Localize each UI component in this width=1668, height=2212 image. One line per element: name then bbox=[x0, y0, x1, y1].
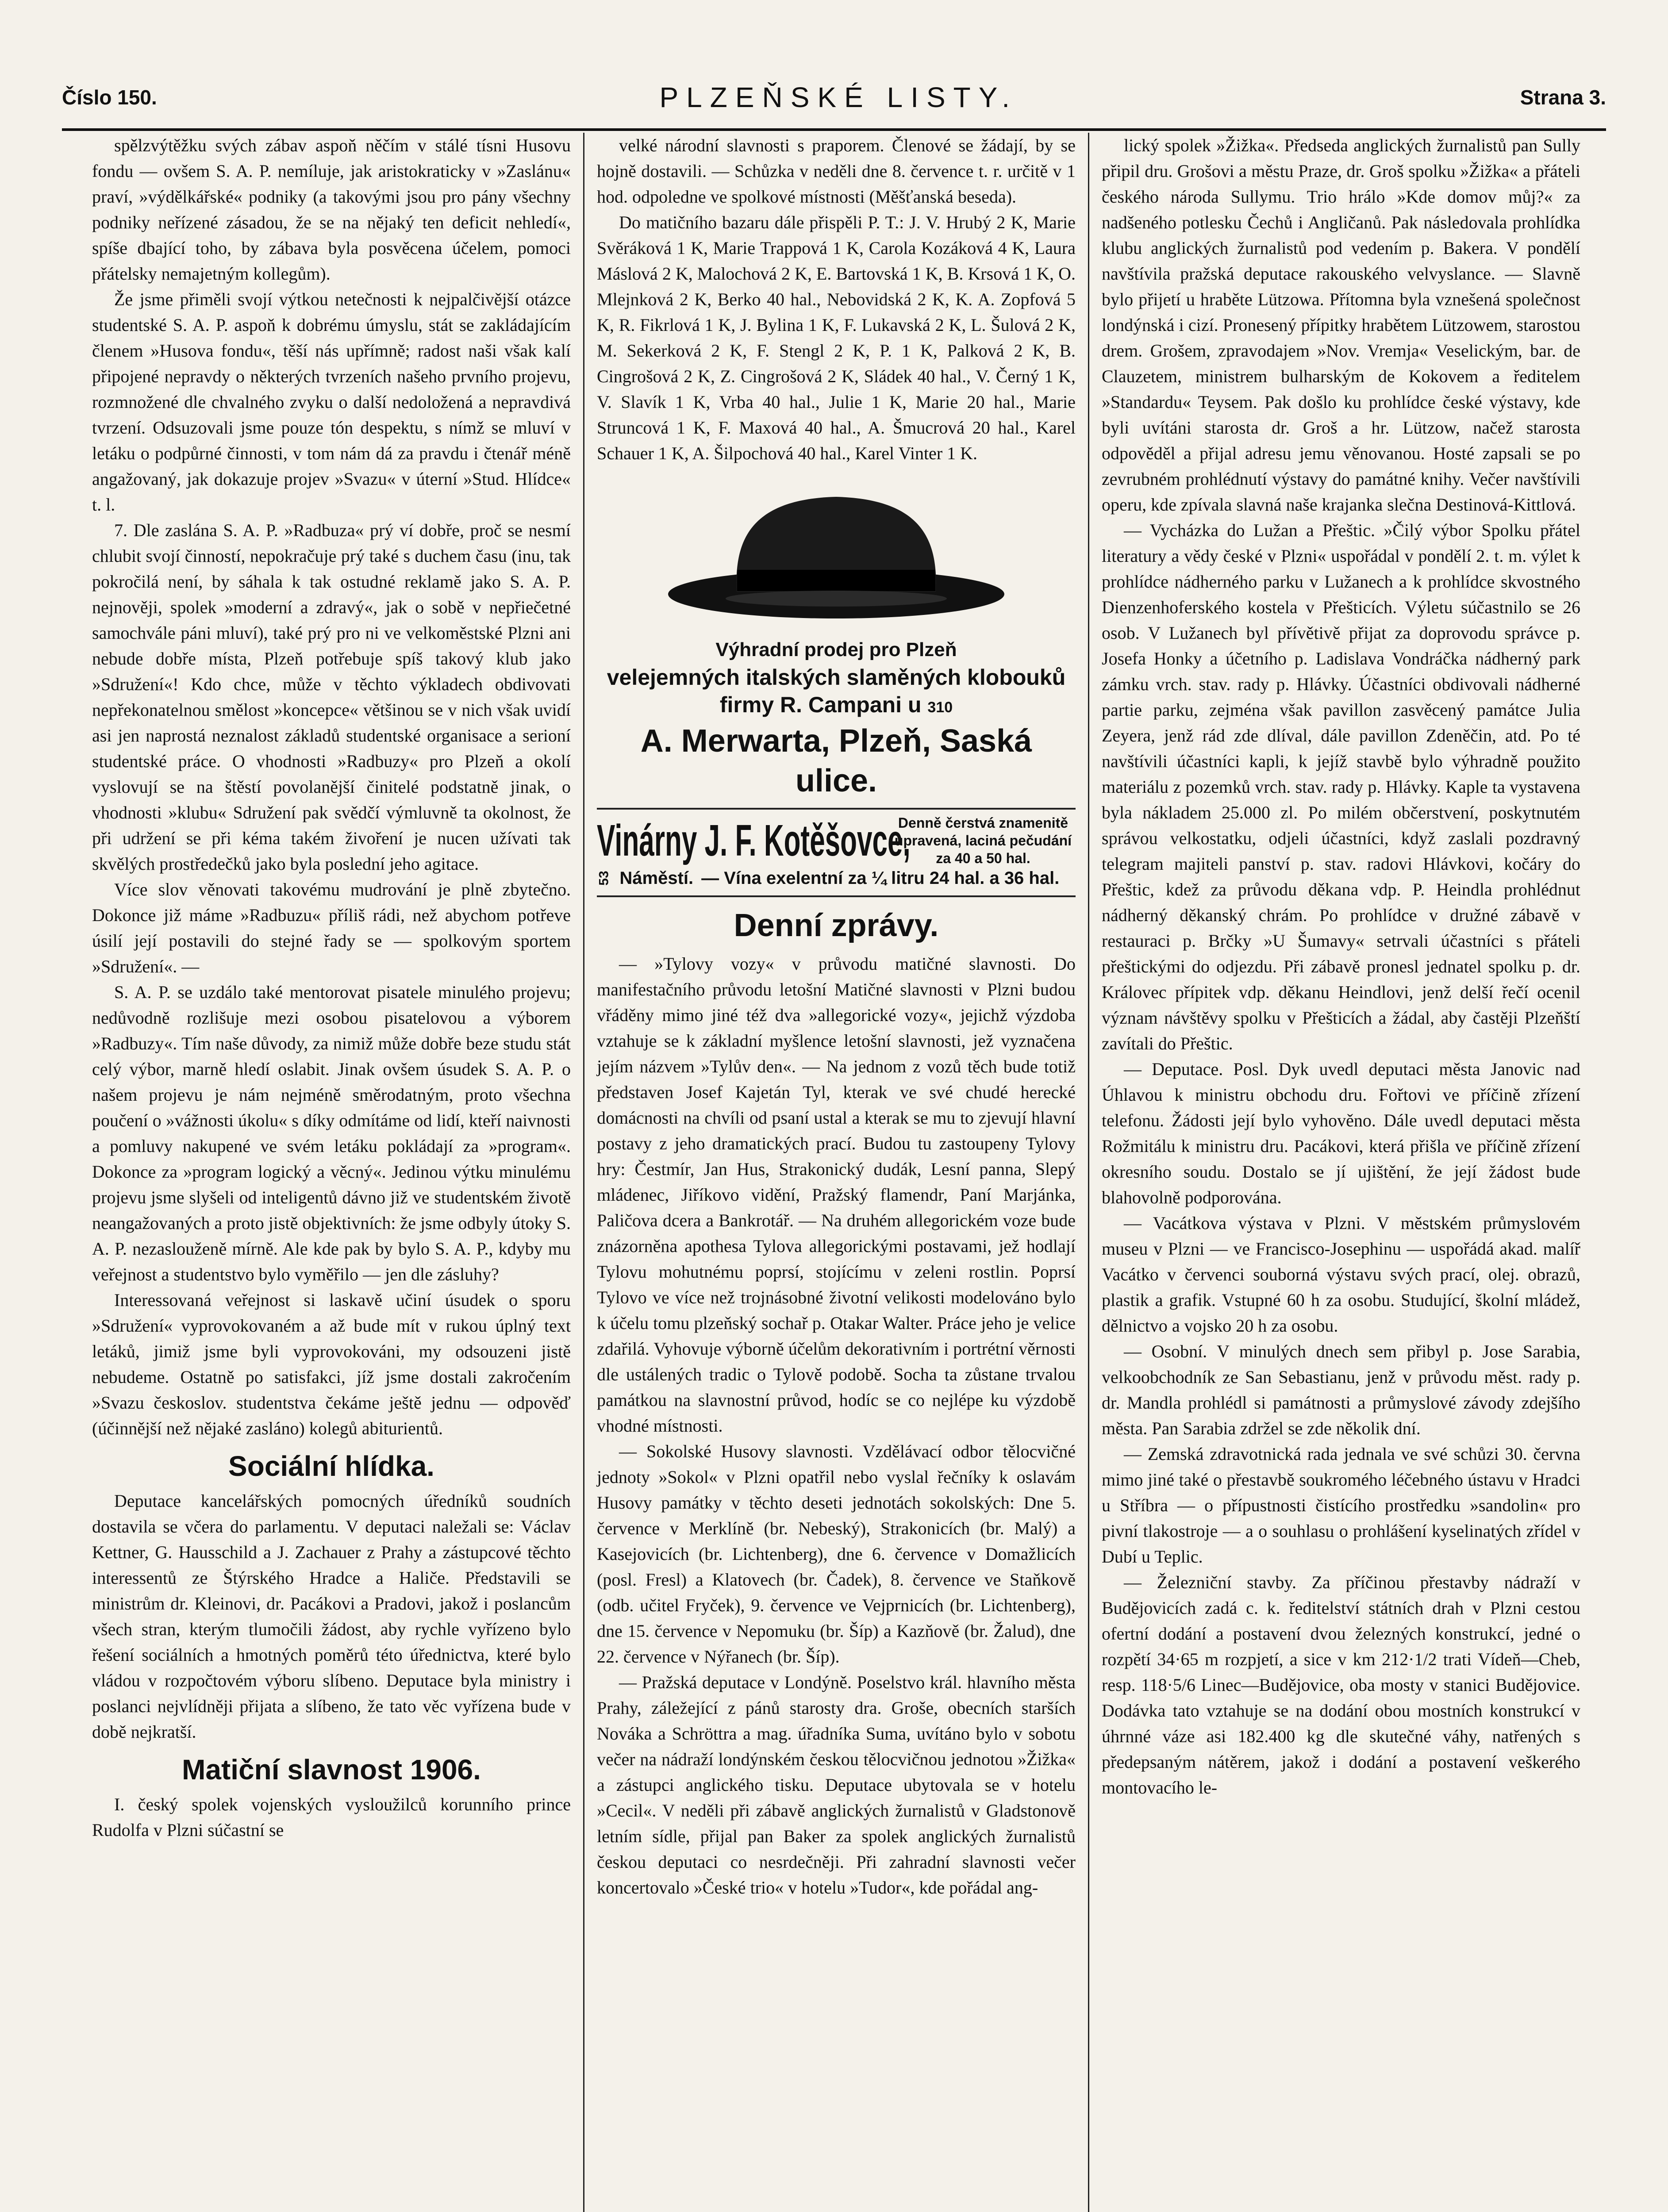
paragraph: lický spolek »Žižka«. Předseda anglických žurnalistů pan Sully připil dru. Grošovi a městu Praze, dr. Groš spolku »Žižka« a přáteli českého národa Sullymu. Trio hrálo »Kde domov můj?« za nadšeného potlesku Čechů i Angličanů. Pak následovala prohlídka klubu anglických žurnalistů pod vedením p. Bakera. V pondělí navštívila pražská deputace rakouského velvyslance. — Slavně bylo přijetí u hraběte Lützowa. Přítomna byla vznešená společnost londýnská i cizí. Pronesený přípitky hrabětem Lützowem, starostou drem. Grošem, zpravodajem »Nov. Vremja« Veselickým, bar. de Clauzetem, ministrem bulharským de Kokovem a ředitelem »Standardu« Teysem. Pak došlo ku prohlídce české výstavy, kde byli uvítáni starosta dr. Groš a hr. Lützow, načež starosta odpověděl a přijal adresu jemu věnovanou. Hosté zapsali se po zevrubném prohlédnutí výstavy do památné knihy. Večer navštívili operu, kde zpívala slavná naše krajanka slečna Destinová-Kittlová. bbox=[1102, 135, 1580, 515]
paragraph: — Deputace. Posl. Dyk uvedl deputaci města Janovic nad Úhlavou k ministru obchodu dru. Fořtovi ve příčině zřízení telefonu. Žádosti její bylo vyhověno. Dále uvedl deputaci města Rožmitálu k ministru dru. Pacákovi, která přišla ve příčině zřízení okresního soudu. Dostalo se jí ujištění, že její žádost bude blahovolně podporována. bbox=[1102, 1059, 1580, 1207]
masthead-title: PLZEŇSKÉ LISTY. bbox=[659, 81, 1018, 113]
ad-line: firmy R. Campani u bbox=[719, 692, 922, 717]
paragraph: Do matičního bazaru dále přispěli P. T.: J. V. Hrubý 2 K, Marie Svěráková 1 K, Marie Trappová 1 K, Carola Kozáková 4 K, Laura Máslová 2 K, Malochová 2 K, E. Bartovská 1 K, B. Krsová 1 K, O. Mlejnková 2 K, Berko 40 hal., Nebovidská 2 K, K. A. Zopfová 5 K, R. Fikrlová 1 K, J. Bylina 1 K, F. Lukavská 2 K, L. Šulová 2 K, M. Sekerková 2 K, F. Stengl 2 K, P. 1 K, Palková 2 K, B. Cingrošová 2 K, Z. Cingrošová 2 K, Sládek 40 hal., V. Černý 1 K, V. Slavík 1 K, Vrba 40 hal., Julie 1 K, Marie 20 hal., Marie Struncová 1 K, F. Maxová 40 hal., A. Šmucrová 20 hal., Karel Schauer 1 K, A. Šilpochová 40 hal., Karel Vinter 1 K. bbox=[597, 212, 1076, 463]
winery-note: Denně čerstvá znamenitě upravená, laciná pečudání za 40 a 50 hal. bbox=[894, 815, 1072, 866]
page-number: Strana 3. bbox=[1520, 86, 1606, 109]
paragraph: — Pražská deputace v Londýně. Poselstvo král. hlavního města Prahy, záležející z pánů starosty dra. Groše, obecních starších Nováka a Schröttra a mag. úřadníka Suma, uvítáno bylo v sobotu večer na nádraží londýnském českou tělocvičnou jednotou »Žižka« a zástupci anglického tisku. Deputace ubytovala se v hotelu »Cecil«. V neděli při zábavě anglických žurnalistů v Gladstonově letním sídle, přijal pan Baker za spolek anglických žurnalistů českou deputaci co nesrdečněji. Při zahradní slavnosti večer koncertovalo »České trio« v hotelu »Tudor«, kde pořádal ang- bbox=[597, 1672, 1076, 1897]
ad-line: velejemných italských slaměných klobouků bbox=[607, 665, 1066, 690]
issue-number: Číslo 150. bbox=[62, 86, 157, 109]
paragraph: Interessovaná veřejnost si laskavě učiní úsudek o sporu »Sdružení« vyprovokovaném a až bude mít v rukou úplný text letáků, jimiž jsme byli vyprovokováni, my odsouzeni jistě nebudeme. Ostatně po satisfakci, jíž jsme dostali zakročením »Svazu českoslov. studentstva čekáme ještě jednu — odpověď (účinnější než nějaké zasláno) kolegů abiturientů. bbox=[92, 1290, 571, 1438]
paragraph: Deputace kancelářských pomocných úředníků soudních dostavila se včera do parlamentu. V deputaci naležali se: Václav Kettner, G. Hausschild a J. Zachauer z Prahy a zástupcové těchto interessentů ze Štýrského Hradce a Haliče. Představili se ministrům dr. Kleinovi, dr. Pacákovi a Pradovi, jakož i poslancům všech stran, kterým tlumočili žádost, aby rychle vyřízeno bylo řešení sociálních a hmotných poměrů této úřednictva, které bylo vládou v rozpočtovém výboru slíbeno. Deputace byla ministry i poslanci nejvlídněji přijata a slíbeno, že tato věc vyřízena bude v době nejkratší. bbox=[92, 1491, 571, 1742]
winery-name: Vinárny J. F. Kotěšovce, bbox=[597, 816, 911, 865]
ad-number: 53 bbox=[596, 871, 611, 886]
winery-prices: — Vína exelentní za ¼ litru 24 hal. a 36 hal. bbox=[701, 868, 1060, 888]
ad-line: Výhradní prodej pro Plzeň bbox=[715, 639, 957, 661]
columns bbox=[80, 133, 1593, 2212]
section-heading-matice: Matiční slavnost 1906. bbox=[182, 1754, 481, 1786]
winery-location: Náměstí. bbox=[619, 868, 694, 888]
advertisement-hats bbox=[597, 636, 1076, 810]
paragraph: — Zemská zdravotnická rada jednala ve své schůzi 30. června mimo jiné také o přestavbě soukromého léčebného ústavu v Hradci u Stříbra — o přípustnosti čistícího prostředku »sandolin« pro pivní tlakostroje — a o souhlasu o prohlášení kyselinatých zřídel v Dubí u Teplic. bbox=[1102, 1444, 1580, 1567]
paragraph: S. A. P. se uzdálo také mentorovat pisatele minulého projevu; nedůvodně rozlišuje mezi osobou pisatelovou a výborem »Radbuzy«. Tím naše důvody, za nimiž může dobře beze studu stát celý výbor, marně hledí oslabit. Jinak ovšem úsudek S. A. P. o našem projevu je nám nejméně směrodatným, proto všechna poučení o »vážnosti úkolu« s díky odmítáme od lidí, kteří naivnosti a pomluvy nakupené ve svém letáku pokládají za »program«. Dokonce za »program logický a věcný«. Jedinou výtku minulému projevu jsme slyšeli od inteligentů dávno již ve studentském životě neangažovaných a proto jistě objektivních: že jsme odbyly útoky S. A. P. nezaslouženě mírně. Ale kde pak by bylo S. A. P., kdyby mu veřejnost a studentstvo bylo vyměřilo — jen dle zásluhy? bbox=[92, 982, 571, 1284]
paragraph: velké národní slavnosti s praporem. Členové se žádají, by se hojně dostavili. — Schůzka v neděli dne 8. července t. r. určitě v 1 hod. odpoledne ve spolkové místnosti (Měšťanská beseda). bbox=[597, 135, 1076, 207]
paragraph: 7. Dle zaslána S. A. P. »Radbuza« prý ví dobře, proč se nesmí chlubit svojí činností, nepokračuje prý také s duchem času (inu, tak pokročilá není, by sáhala k tak ostudné reklamě jako S. A. P. nejnověji, spolek »moderní a zdravý«, jak o sobě v nepřiečetné samochvále páni mluví), také prý pro ni ve velkoměstské Plzni ani nebude dobře místa, Plzeň potřebuje spíš takový klub jako »Sdružení«! Kdo chce, může v těchto výkladech obdivovati nepřekonatelnou smělost »koncepce« většinou se v nich však uvidí asi jen naprostá neznalost základů studentské organisace a serioní studentské práce. O vhodnosti »Radbuzy« pro Plzeň a okolí vyslovují se na štěstí povolanější činitelé podstatně jinak, o vhodnosti »klubu« Sdružení pak svědčí výmluvně ta okolnost, že při udržení se při kéma takém živoření je nucen užívati tak skvělých prostředečků jako byla poslední jeho agitace. bbox=[92, 520, 571, 874]
page-header bbox=[62, 66, 1606, 131]
paragraph: I. český spolek vojenských vysloužilců korunního prince Rudolfa v Plzni súčastní se bbox=[92, 1794, 571, 1840]
hat-icon bbox=[597, 481, 1076, 632]
paragraph: Že jsme přiměli svojí výtkou netečnosti k nejpalčivější otázce studentské S. A. P. aspoň k dobrému úmyslu, stát se zakládajícím členem »Husova fondu«, těší nás upřímně; radost naši však kalí připojené nepravdy o některých tvrzeních našeho prvního projevu, rozmnožené dle chvalného zvyku o další nedoložená a nepravdivá tvrzení. Odsuzovali jsme pouze tón despektu, s nímž se mluví v letáku o podpůrné činnosti, v tom nám dá za pravdu i čtenář méně angažovaný, jak dokazuje projev »Svazu« v úterní »Stud. Hlídce« t. l. bbox=[92, 289, 571, 515]
ad-number: 310 bbox=[927, 699, 953, 716]
paragraph: — Vycházka do Lužan a Přeštic. »Čilý výbor Spolku přátel literatury a vědy české v Plzni« uspořádal v pondělí 2. t. m. výlet k prohlídce nádherného parku v Lužanech a k prohlídce skvostného Dienzenhoferského kostela v Přešticích. Výletu súčastnilo se 26 osob. V Lužanech byl přívětivě přijat za doprovodu správce p. Josefa Honky a účetního p. Ladislava Vondráčka nádherný park zámku vrch. stav. rady p. Hlávky. Účastníci obdivovali nádherné partie parku, zejména však pavillon zasvěcený památce Julia Zeyera, jenž rád zde dlíval, dále pavillon Zdeněčin, atd. Po té navštívili účastníci kapli, k jejíž stavbě bylo výhradně použito materiálu z pozemků vrch. stav. rady p. Hlávky. Kaple ta vystavena byla nákladem 25.000 zl. Po milém občerstvení, poskytnutém správou velkostatku, odjeli účastníci, když zaslali pozdravný telegram majiteli panství p. stav. radovi Hlávkovi, kočáry do Přeštic, kdež za průvodu děkana vdp. P. Heindla prohlédnut nádherný děkanský chrám. Po prohlídce v družné zábavě v restauraci p. Brčky »U Šumavy« setrvali účastníci s přáteli přeštickými do odjezdu. Při zábavě pronesl jednatel spolku p. dr. Královec přípitek vdp. děkanu Heindlovi, jenž delší řečí ocenil význam návštěvy spolku v Přešticích a žádal, aby častěji Plzeňští zavítali do Přeštic. bbox=[1102, 520, 1580, 1053]
paragraph: Více slov věnovati takovému mudrování je plně zbytečno. Dokonce již máme »Radbuzu« příliš rádi, než abychom potřeve úsilí její postavili do stejné řady se — spolkovým sportem »Sdružení«. — bbox=[92, 879, 571, 976]
section-heading-daily: Denní zprávy. bbox=[734, 908, 939, 943]
paragraph: — Železniční stavby. Za příčinou přestavby nádraží v Budějovicích zadá c. k. ředitelství státních drah v Plzni cestou ofertní dodání a postavení dvou železných konstrukcí, jedné o rozpětí 34·65 m rozpjetí, a sice v km 212·1/2 trati Vídeň—Cheb, resp. 118·5/6 Linec—Budějovice, oba mosty v stanici Budějovice. Dodávka tato vztahuje se na dodání obou mostních konstrukcí v úhrnné váze asi 182.400 kg dle skutečné váhy, natřených s předepsaným nátěrem, jakož i dodání a postavení veškerého montovacího le- bbox=[1102, 1572, 1580, 1797]
column-3 bbox=[1088, 133, 1593, 2212]
hat-illustration bbox=[597, 477, 1076, 636]
column-1 bbox=[80, 133, 583, 2212]
section-heading-social: Sociální hlídka. bbox=[228, 1450, 434, 1482]
paragraph: — Vacátkova výstava v Plzni. V městském průmyslovém museu v Plzni — ve Francisco-Josephinu — uspořádá akad. malíř Vacátko v červenci souborná výstavu svých prací, olej. obrazů, plastik a grafik. Vstupné 60 h za osobu. Studující, školní mládež, dělnictvo a vojsko 20 h za osobu. bbox=[1102, 1213, 1580, 1336]
paragraph: spělzvýtěžku svých zábav aspoň něčím v stálé tísni Husovu fondu — ovšem S. A. P. nemíluje, jak aristokraticky v »Zaslánu« praví, »výdělkářské« podniky (a takovými jsou pro pány všechny podniky neřízené zásadou, že se na nějaký ten deficit nehledí«, spíše dbající toho, by zábava byla posvěcena účelem, pomoci přátelsky nemajetným kollegům). bbox=[92, 135, 571, 284]
paragraph: — Sokolské Husovy slavnosti. Vzdělávací odbor tělocvičné jednoty »Sokol« v Plzni opatřil nebo vyslal řečníky k oslavám Husovy památky v těchto deseti jednotách sokolských: Dne 5. července v Merklíně (br. Nebeský), Strakonicích (br. Malý) a Kasejovicích (br. Lichtenberg), dne 6. července v Domažlicích (posl. Fresl) a Klatovech (br. Čadek), 8. července ve Staňkově (odb. učitel Fryček), 9. července ve Vejprnicích (br. Lichtenberg), dne 15. července v Nepomuku (br. Šíp) a Kazňově (br. Žalud), dne 22. července v Nýřanech (br. Šíp). bbox=[597, 1441, 1076, 1667]
advertisement-winery bbox=[597, 814, 1076, 897]
column-2 bbox=[583, 133, 1088, 2212]
paragraph: — Osobní. V minulých dnech sem přibyl p. Jose Sarabia, velkoobchodník ze San Sebastianu, jenž v průvodu měst. rady p. dr. Mandla prohlédl si památnosti a průmyslové závody zdejšího města. Pan Sarabia zdržel se zde několik dní. bbox=[1102, 1341, 1580, 1438]
paragraph: — »Tylovy vozy« v průvodu matičné slavnosti. Do manifestačního průvodu letošní Matičné slavnosti v Plzni budou vřáděny mimo jiné též dva »allegorické vozy«, jejichž výzdoba vztahuje se k základní myšlence letošní slavnosti, jež vyznačena jejím názvem »Tylův den«. — Na jednom z vozů těch bude totiž představen Josef Kajetán Tyl, kterak ve své chudé herecké domácnosti na chvíli od psaní ustal a kterak se mu to zjevují hlavní postavy z jeho dramatických prací. Budou tu zastoupeny Tylovy hry: Čestmír, Jan Hus, Strakonický dudák, Lesní panna, Slepý mládenec, Jiříkovo vidění, Pražský flamendr, Paní Marjánka, Paličova dcera a Bankrotář. — Na druhém allegorickém voze bude znázorněna apothesa Tylova allegorickými postavami, jež hodlají Tylovu mohutnému poprsí, stojícímu v zeleni rostlin. Poprsí Tylovo ve více než trojnásobné životní velikosti modelováno bylo k účelu tomu plzeňský sochař p. Otakar Walter. Práce jeho je velice zdařilá. Vyhovuje výborně účelům dekorativním i portrétní věrnosti dle ustálených tradic o Tylově podobě. Socha ta zůstane trvalou památkou na slavnostní průvod, hodíc se co nejlépe ku výzdobě vhodné místnosti. bbox=[597, 954, 1076, 1436]
ad-line: A. Merwarta, Plzeň, Saská ulice. bbox=[640, 723, 1032, 799]
